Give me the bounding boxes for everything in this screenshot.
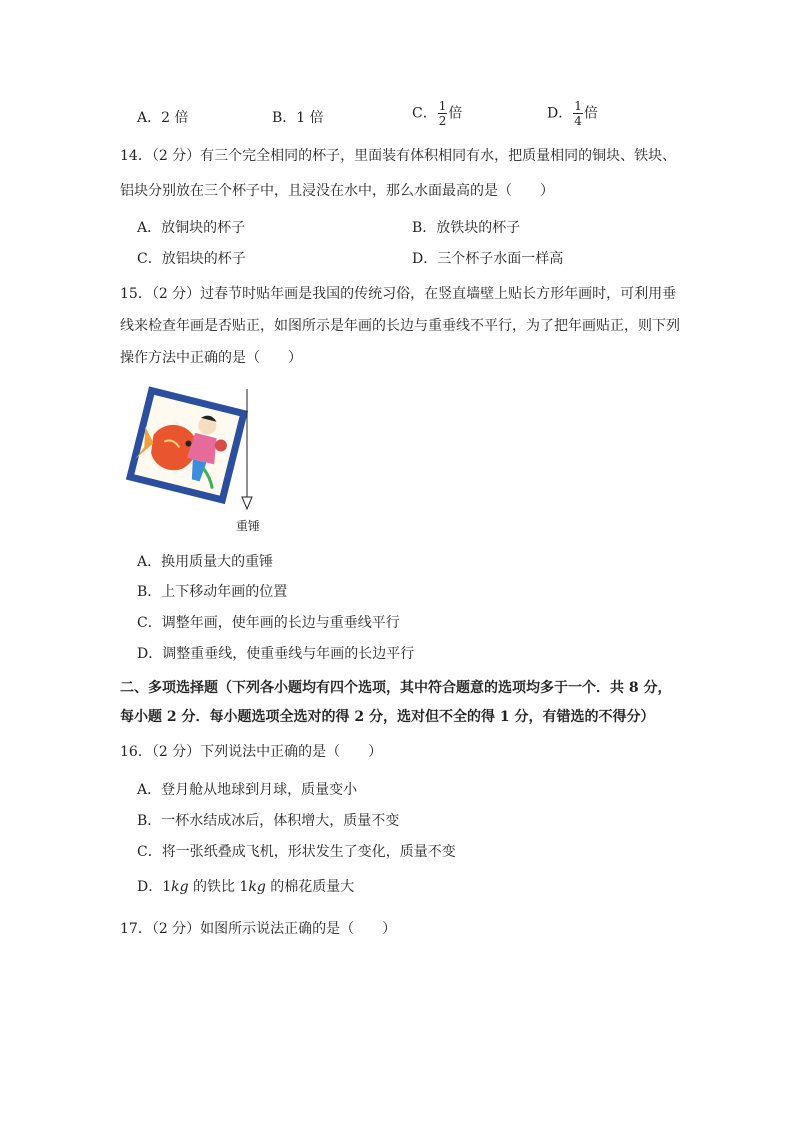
q14-stem-line2: 铝块分别放在三个杯子中，且浸没在水中，那么水面最高的是（ ） xyxy=(120,183,554,199)
q15-stem-line1: 15．（2 分）过春节时贴年画是我国的传统习俗，在竖直墙壁上贴长方形年画时，可利用垂 xyxy=(120,286,677,302)
q13-option-d xyxy=(547,100,598,127)
q16-option-d-text-2: 的铁比 1 xyxy=(188,879,249,895)
q17-stem: 17．（2 分）如图所示说法正确的是（ ） xyxy=(120,921,397,937)
q16-option-a: A．登月舱从地球到月球，质量变小 xyxy=(137,782,358,798)
q14-option-c: C．放铝块的杯子 xyxy=(137,251,246,267)
q16-option-c: C．将一张纸叠成飞机，形状发生了变化，质量不变 xyxy=(137,844,456,860)
q14-option-d: D．三个杯子水面一样高 xyxy=(412,251,564,267)
q16-option-d-unit-2: kg xyxy=(248,879,266,895)
q13-option-c xyxy=(412,100,462,127)
q14-option-a: A．放铜块的杯子 xyxy=(137,220,246,236)
q16-option-b: B．一杯水结成冰后，体积增大，质量不变 xyxy=(137,813,400,829)
figure-label-plumb-bob: 重锤 xyxy=(236,519,261,533)
q13-option-c-suffix: 倍 xyxy=(448,105,463,122)
q14-option-b: B．放铁块的杯子 xyxy=(412,220,521,236)
q13-option-d-prefix: D． xyxy=(547,105,573,122)
fraction-denominator: 4 xyxy=(574,114,582,128)
new-year-painting-figure xyxy=(120,385,280,535)
q13-option-d-fraction xyxy=(573,100,583,127)
q13-option-a: A．2 倍 xyxy=(137,110,189,126)
plumb-bob-icon xyxy=(242,497,252,509)
q15-stem-line2: 线来检查年画是否贴正，如图所示是年画的长边与重垂线不平行，为了把年画贴正，则下列 xyxy=(120,318,680,334)
q16-option-d-unit-1: kg xyxy=(171,879,189,895)
q15-stem-line3: 操作方法中正确的是（ ） xyxy=(120,350,302,366)
q13-option-c-prefix: C． xyxy=(412,105,437,122)
q15-option-b: B．上下移动年画的位置 xyxy=(137,584,288,600)
q14-stem-line1: 14．（2 分）有三个完全相同的杯子，里面装有体积相同有水，把质量相同的铜块、铁块、 xyxy=(120,148,677,164)
q16-option-d-text-1: D．1 xyxy=(137,879,172,895)
q13-option-d-suffix: 倍 xyxy=(583,105,598,122)
q15-option-c: C．调整年画，使年画的长边与重垂线平行 xyxy=(137,615,400,631)
q16-option-d xyxy=(137,876,354,896)
section2-heading-line1: 二、多项选择题（下列各小题均有四个选项，其中符合题意的选项均多于一个．共 8 分， xyxy=(120,680,672,696)
q16-stem: 16．（2 分）下列说法中正确的是（ ） xyxy=(120,744,383,760)
fraction-numerator: 1 xyxy=(438,99,447,113)
section2-heading-line2: 每小题 2 分．每小题选项全选对的得 2 分，选对但不全的得 1 分，有错选的不得分） xyxy=(120,709,655,725)
painting-frame xyxy=(126,386,248,504)
q16-option-d-text-3: 的棉花质量大 xyxy=(265,879,355,895)
fraction-numerator: 1 xyxy=(574,99,582,113)
q15-option-a: A．换用质量大的重锤 xyxy=(137,554,274,570)
fraction-denominator: 2 xyxy=(438,114,447,128)
q13-option-c-fraction xyxy=(438,100,448,127)
q13-option-b: B．1 倍 xyxy=(272,110,324,126)
q15-option-d: D．调整重垂线，使重垂线与年画的长边平行 xyxy=(137,646,415,662)
